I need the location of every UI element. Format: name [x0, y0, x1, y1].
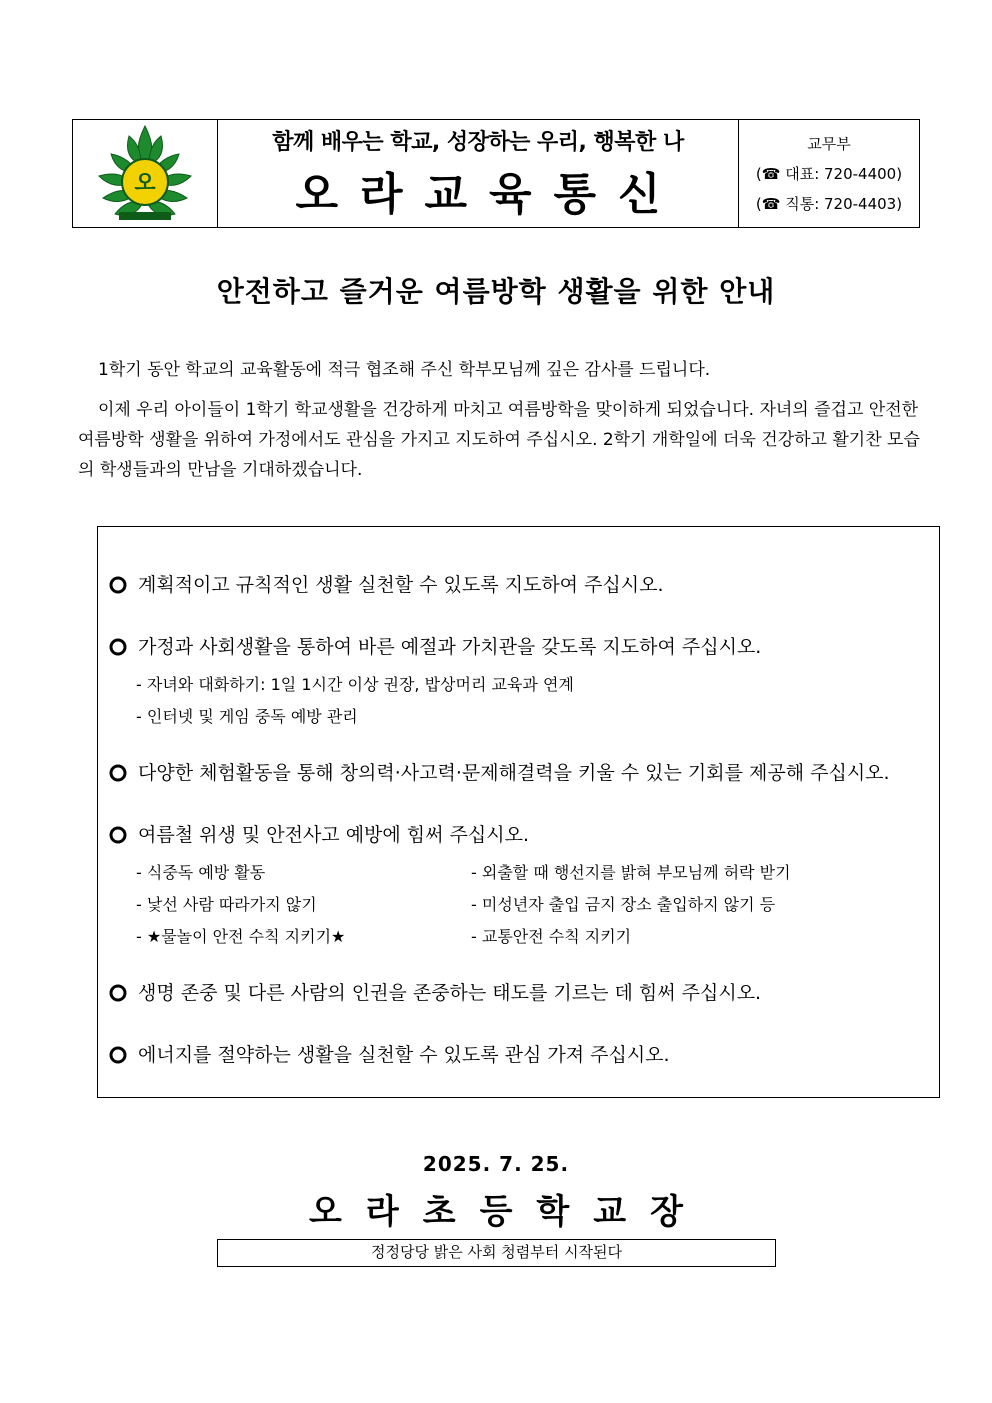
guidelines-box: [97, 526, 940, 1098]
phone-direct: (☎ 직통: 720-4403): [755, 194, 903, 213]
intro-section: [78, 355, 920, 485]
sub-item: - 식중독 예방 활동: [136, 863, 266, 882]
guideline-text: 다양한 체험활동을 통해 창의력·사고력·문제해결력을 키울 수 있는 기회를 제공해 주십시오.: [138, 762, 890, 784]
sub-item: - 인터넷 및 게임 중독 예방 관리: [136, 707, 358, 726]
sub-item: - 낯선 사람 따라가지 않기: [136, 895, 317, 914]
circle-bullet-icon: [108, 629, 138, 669]
guideline-item: [108, 755, 929, 795]
sub-item: - 교통안전 수칙 지키기: [471, 927, 632, 946]
sub-list: [136, 669, 929, 733]
emblem-letter: 오: [134, 170, 156, 196]
issue-date: 2025. 7. 25.: [422, 1152, 570, 1176]
sub-item: - 외출할 때 행선지를 밝혀 부모님께 허락 받기: [471, 863, 791, 882]
guideline-item: [108, 817, 929, 953]
school-slogan: 함께 배우는 학교, 성장하는 우리, 행복한 나: [272, 130, 684, 155]
guideline-text: 에너지를 절약하는 생활을 실천할 수 있도록 관심 가져 주십시오.: [138, 1044, 670, 1066]
sub-list-grid: [136, 857, 929, 953]
school-logo-cell: [73, 120, 218, 227]
guideline-item: [108, 629, 929, 733]
guideline-item: [108, 975, 929, 1015]
circle-bullet-icon: [108, 817, 138, 857]
title-cell: [218, 120, 739, 227]
circle-bullet-icon: [108, 1037, 138, 1077]
phone-main: (☎ 대표: 720-4400): [755, 164, 903, 183]
integrity-motto: 정정당당 밝은 사회 청렴부터 시작된다: [217, 1239, 776, 1267]
school-emblem: [85, 124, 205, 224]
sub-item: - ★물놀이 안전 수칙 지키기★: [136, 927, 346, 946]
sub-item: - 미성년자 출입 금지 장소 출입하지 않기 등: [471, 895, 776, 914]
intro-paragraph-2: 이제 우리 아이들이 1학기 학교생활을 건강하게 마치고 여름방학을 맞이하게 되었습니다. 자녀의 즐겁고 안전한 여름방학 생활을 위하여 가정에서도 관심을 가지고 지도하여 주십시오. 2학기 개학일에 더욱 건강하고 활기찬 모습의 학생들과의 만남을 기대하겠습니다.: [78, 400, 920, 480]
contact-cell: [739, 120, 919, 227]
circle-bullet-icon: [108, 567, 138, 607]
guideline-text: 생명 존중 및 다른 사람의 인권을 존중하는 태도를 기르는 데 힘써 주십시오.: [138, 982, 762, 1004]
department: 교무부: [807, 134, 851, 153]
circle-bullet-icon: [108, 975, 138, 1015]
circle-bullet-icon: [108, 755, 138, 795]
guideline-item: [108, 1037, 929, 1077]
principal-signature: 오라초등학교장: [309, 1192, 707, 1232]
guideline-text: 가정과 사회생활을 통하여 바른 예절과 가치관을 갖도록 지도하여 주십시오.: [138, 636, 762, 658]
headline: 안전하고 즐거운 여름방학 생활을 위한 안내: [216, 275, 776, 308]
newsletter-header: [72, 119, 920, 228]
guideline-text: 여름철 위생 및 안전사고 예방에 힘써 주십시오.: [138, 824, 530, 846]
sub-item: - 자녀와 대화하기: 1일 1시간 이상 권장, 밥상머리 교육과 연계: [136, 675, 574, 694]
intro-paragraph-1: 1학기 동안 학교의 교육활동에 적극 협조해 주신 학부모님께 깊은 감사를 드립니다.: [98, 360, 711, 380]
guideline-item: [108, 567, 929, 607]
guideline-text: 계획적이고 규칙적인 생활 실천할 수 있도록 지도하여 주십시오.: [138, 574, 664, 596]
newsletter-name: 오라교육통신: [295, 169, 683, 220]
